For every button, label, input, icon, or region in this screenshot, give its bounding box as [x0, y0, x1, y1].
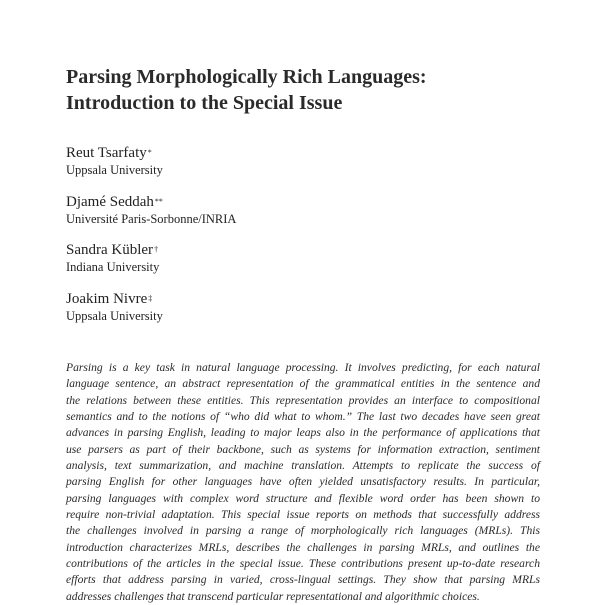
- author-list: [66, 145, 536, 339]
- author-affiliation: Université Paris-Sorbonne/INRIA: [66, 211, 237, 226]
- author-name: [66, 194, 536, 211]
- author-footnote-mark: †: [154, 245, 159, 254]
- author-affiliation: Uppsala University: [66, 163, 163, 177]
- abstract-line: the relations between these entities. This representation provides an interface to compositional: [66, 393, 540, 407]
- author-name: [66, 291, 536, 308]
- abstract-line: advances in parsing English, leading to major leaps also in the performance of applications that: [66, 426, 540, 440]
- title-line: Introduction to the Special Issue: [66, 92, 343, 114]
- abstract-line: introduction characterizes MRLs, describes the challenges in parsing MRLs, and outlines the: [66, 540, 540, 554]
- abstract-line: language sentence, an abstract representation of the grammatical entities in the sentence and: [66, 377, 540, 391]
- abstract-line: the challenges involved in parsing a range of morphologically rich languages (MRLs). This: [66, 524, 540, 538]
- author-name: [66, 242, 536, 259]
- abstract-line: efforts that address parsing in varied, cross-lingual settings. They show that parsing MRLs: [66, 573, 540, 587]
- abstract-line: addresses challenges that transcend particular representational and algorithmic choices.: [66, 589, 480, 603]
- abstract-line: parsing English for other languages have often yielded unsatisfactory results. In particular,: [66, 475, 540, 489]
- abstract-line: require non-trivial adaptation. This special issue reports on methods that successfully address: [66, 508, 540, 522]
- author-name-text: Reut Tsarfaty: [66, 145, 147, 161]
- abstract: [66, 360, 540, 605]
- abstract-line: use parsers as part of their backbone, such as systems for information extraction, sentiment: [66, 442, 540, 456]
- abstract-line: semantics and to the notions of “who did what to whom.” The last two decades have seen great: [66, 410, 540, 424]
- author-block: [66, 194, 536, 243]
- abstract-line: analysis, text summarization, and machine translation. Attempts to replicate the success of: [66, 459, 540, 473]
- author-name-text: Sandra Kübler: [66, 242, 154, 258]
- author-block: [66, 242, 536, 291]
- author-block: [66, 145, 536, 194]
- author-block: [66, 291, 536, 340]
- author-name: [66, 145, 536, 162]
- author-name-text: Djamé Seddah: [66, 193, 154, 210]
- author-affiliation: Indiana University: [66, 260, 160, 274]
- author-footnote-mark: *: [147, 148, 152, 157]
- abstract-line: parsing languages with complex word structure and flexible word order has been shown to: [66, 491, 540, 505]
- paper-title: [66, 64, 536, 116]
- abstract-line: contributions of the articles in the special issue. These contributions present up-to-date research: [66, 557, 540, 571]
- author-footnote-mark: ‡: [148, 293, 153, 303]
- author-name-text: Joakim Nivre: [66, 290, 148, 307]
- abstract-line: Parsing is a key task in natural language processing. It involves predicting, for each natural: [66, 361, 540, 374]
- author-footnote-mark: **: [154, 196, 163, 206]
- author-affiliation: Uppsala University: [66, 308, 163, 323]
- title-line: Parsing Morphologically Rich Languages:: [66, 66, 427, 88]
